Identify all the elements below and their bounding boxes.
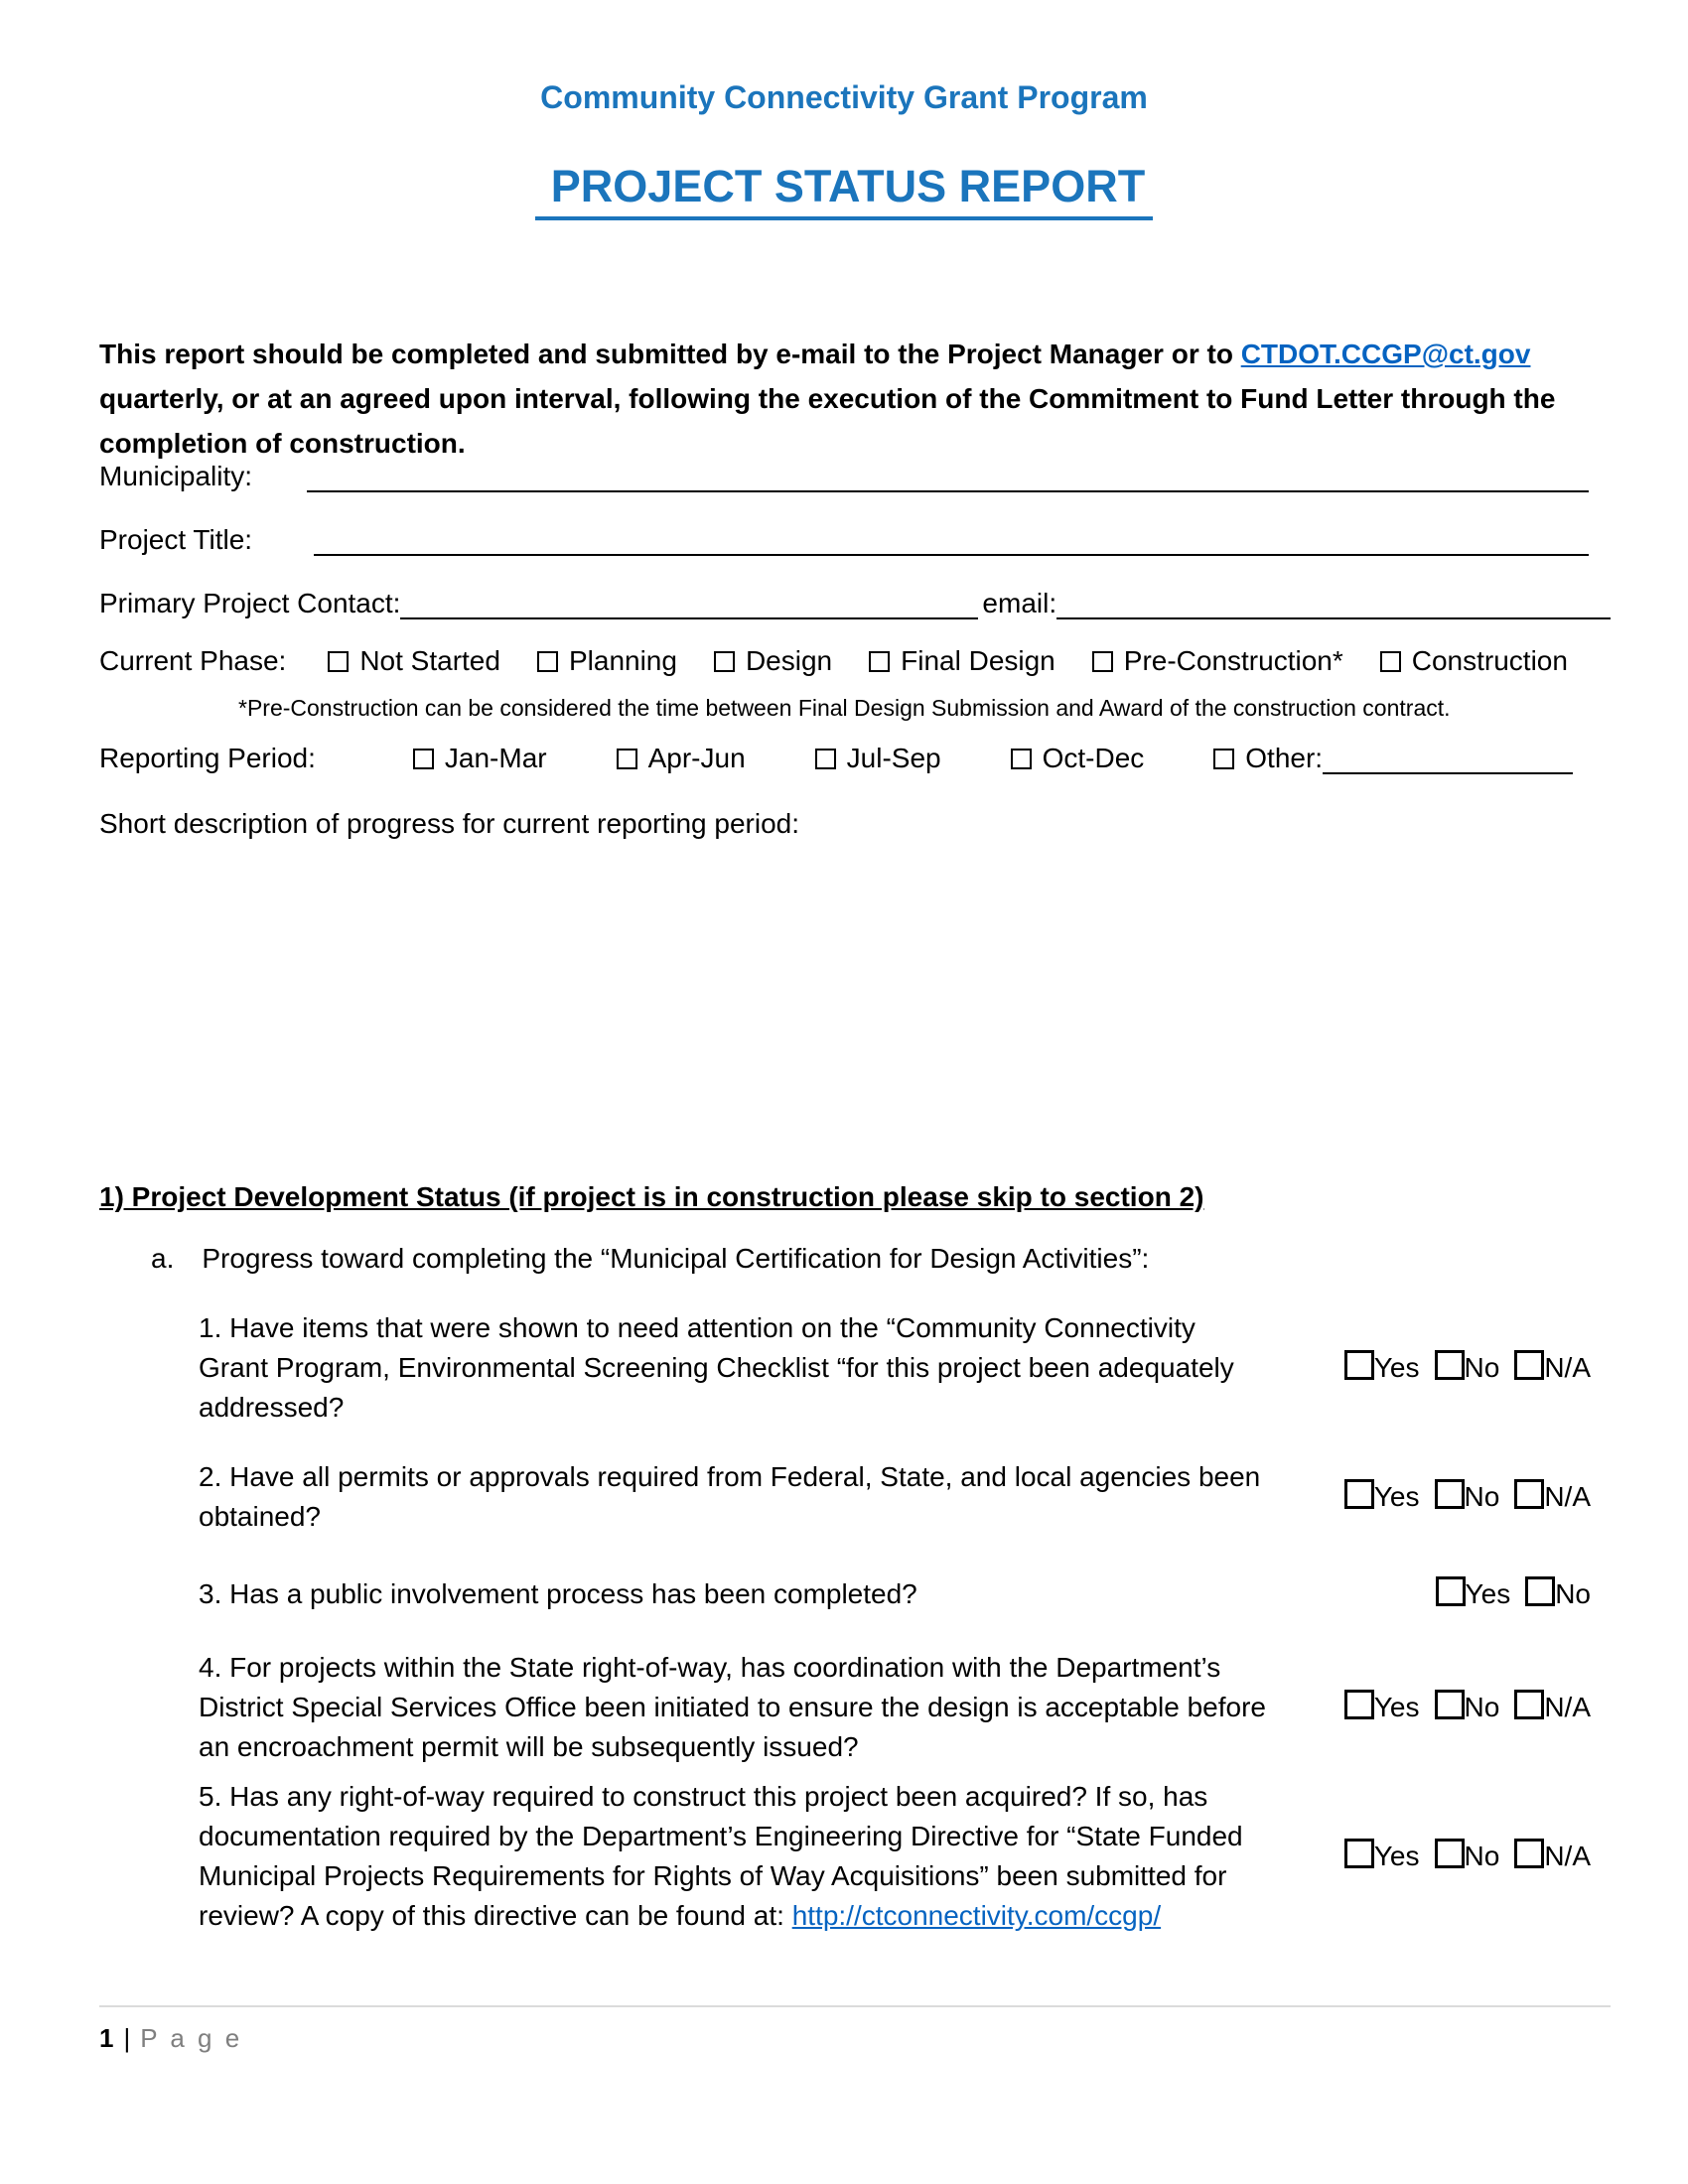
report-title: PROJECT STATUS REPORT: [535, 161, 1153, 220]
period-option-other: [1213, 743, 1573, 774]
question-2-options: [1344, 1481, 1591, 1513]
question-2: [199, 1457, 1591, 1537]
q5-option-no[interactable]: [1435, 1841, 1500, 1872]
jan-mar-checkbox[interactable]: [413, 749, 434, 769]
q3-yes-checkbox[interactable]: [1436, 1576, 1466, 1606]
pre-construction-label: Pre-Construction*: [1123, 645, 1343, 676]
question-4-options: [1344, 1692, 1591, 1723]
report-title-row: [0, 161, 1688, 220]
reporting-period-label: Reporting Period:: [99, 743, 316, 773]
question-5-options: [1344, 1841, 1591, 1872]
q5-option-yes[interactable]: [1344, 1841, 1420, 1872]
period-option-jan-mar[interactable]: [413, 743, 547, 774]
project-title-input-line[interactable]: [314, 520, 1589, 556]
q5-na-label: N/A: [1544, 1841, 1591, 1871]
intro-text-after: quarterly, or at an agreed upon interval, following the execution of the Commitment to Fund Letter through the completion of construction.: [99, 383, 1556, 459]
q5-no-checkbox[interactable]: [1435, 1839, 1465, 1868]
q1-no-checkbox[interactable]: [1435, 1350, 1465, 1380]
primary-contact-label: Primary Project Contact:: [99, 588, 401, 618]
phase-option-design[interactable]: [714, 645, 832, 677]
q2-na-label: N/A: [1544, 1481, 1591, 1512]
q3-yes-label: Yes: [1465, 1578, 1511, 1609]
q2-option-na[interactable]: [1514, 1481, 1591, 1513]
q2-na-checkbox[interactable]: [1514, 1479, 1544, 1509]
q4-option-no[interactable]: [1435, 1692, 1500, 1723]
planning-checkbox[interactable]: [537, 651, 558, 672]
q4-yes-label: Yes: [1373, 1692, 1420, 1722]
jul-sep-label: Jul-Sep: [846, 743, 941, 773]
q4-option-na[interactable]: [1514, 1692, 1591, 1723]
primary-contact-input-line[interactable]: [400, 584, 978, 619]
q4-na-label: N/A: [1544, 1692, 1591, 1722]
q4-no-label: No: [1464, 1692, 1500, 1722]
planning-label: Planning: [568, 645, 677, 676]
design-label: Design: [745, 645, 833, 676]
oct-dec-checkbox[interactable]: [1011, 749, 1032, 769]
q4-na-checkbox[interactable]: [1514, 1690, 1544, 1719]
question-1-options: [1344, 1352, 1591, 1384]
q2-option-yes[interactable]: [1344, 1481, 1420, 1513]
question-3-text: 3. Has a public involvement process has been completed?: [199, 1578, 917, 1609]
other-checkbox[interactable]: [1213, 749, 1234, 769]
final-design-checkbox[interactable]: [869, 651, 890, 672]
item-a-marker: a.: [151, 1243, 175, 1274]
question-5: [199, 1777, 1591, 1936]
q1-option-no[interactable]: [1435, 1352, 1500, 1384]
period-option-jul-sep[interactable]: [815, 743, 941, 774]
q1-no-label: No: [1464, 1352, 1500, 1383]
q2-option-no[interactable]: [1435, 1481, 1500, 1513]
phase-option-construction[interactable]: [1380, 645, 1568, 677]
project-title-label: Project Title:: [99, 524, 253, 555]
pre-construction-footnote: *Pre-Construction can be considered the time between Final Design Submission and Award of the construction contract.: [238, 695, 1451, 721]
question-2-text: 2. Have all permits or approvals required from Federal, State, and local agencies been obtained?: [199, 1461, 1261, 1532]
phase-option-not-started[interactable]: [328, 645, 500, 677]
phase-option-pre-construction[interactable]: [1092, 645, 1343, 677]
construction-label: Construction: [1411, 645, 1568, 676]
page-separator: |: [123, 2023, 131, 2053]
period-option-apr-jun[interactable]: [617, 743, 746, 774]
q1-na-label: N/A: [1544, 1352, 1591, 1383]
final-design-label: Final Design: [901, 645, 1055, 676]
question-4-text: 4. For projects within the State right-of-way, has coordination with the Department’s District Special Services Office been initiated to ensure the design is acceptable before an encroachment permit will be subsequently issued?: [199, 1652, 1266, 1762]
municipality-input-line[interactable]: [307, 457, 1589, 492]
ccgp-directive-link[interactable]: http://ctconnectivity.com/ccgp/: [791, 1900, 1162, 1931]
q5-option-na[interactable]: [1514, 1841, 1591, 1872]
intro-paragraph: [99, 332, 1594, 466]
q2-yes-label: Yes: [1373, 1481, 1420, 1512]
oct-dec-label: Oct-Dec: [1042, 743, 1145, 773]
jan-mar-label: Jan-Mar: [444, 743, 547, 773]
design-checkbox[interactable]: [714, 651, 735, 672]
q1-option-yes[interactable]: [1344, 1352, 1420, 1384]
q4-yes-checkbox[interactable]: [1344, 1690, 1374, 1719]
period-other-pair[interactable]: [1213, 743, 1323, 774]
page-word: P a g e: [140, 2023, 243, 2053]
q5-yes-label: Yes: [1373, 1841, 1420, 1871]
q2-no-label: No: [1464, 1481, 1500, 1512]
q3-option-yes[interactable]: [1436, 1578, 1511, 1610]
email-label: email:: [982, 588, 1057, 618]
other-input-line[interactable]: [1323, 743, 1573, 774]
period-option-oct-dec[interactable]: [1011, 743, 1145, 774]
intro-text-before: This report should be completed and submitted by e-mail to the Project Manager or to: [99, 339, 1241, 369]
q5-no-label: No: [1464, 1841, 1500, 1871]
current-phase-row: [99, 645, 1628, 677]
other-label: Other:: [1245, 743, 1324, 773]
question-3-options: [1436, 1578, 1591, 1610]
page-number: 1: [99, 2023, 114, 2053]
short-description-label: Short description of progress for current reporting period:: [99, 808, 800, 839]
q5-na-checkbox[interactable]: [1514, 1839, 1544, 1868]
item-a-text: Progress toward completing the “Municipal Certification for Design Activities”:: [202, 1243, 1150, 1274]
footer: [99, 2023, 242, 2054]
section1-heading: 1) Project Development Status (if project is in construction please skip to section 2): [99, 1181, 1204, 1212]
section1-item-a: [151, 1243, 1149, 1275]
q1-yes-checkbox[interactable]: [1344, 1350, 1374, 1380]
municipality-label: Municipality:: [99, 461, 253, 491]
q4-no-checkbox[interactable]: [1435, 1690, 1465, 1719]
question-3: [199, 1574, 1591, 1614]
question-1-text: 1. Have items that were shown to need attention on the “Community Connectivity Grant Program, Environmental Screening Checklist “for this project been adequately addressed?: [199, 1312, 1234, 1423]
current-phase-label: Current Phase:: [99, 645, 287, 676]
q2-yes-checkbox[interactable]: [1344, 1479, 1374, 1509]
project-title-row: [99, 520, 1589, 556]
pre-construction-checkbox[interactable]: [1092, 651, 1113, 672]
q2-no-checkbox[interactable]: [1435, 1479, 1465, 1509]
email-input-line[interactable]: [1056, 584, 1611, 619]
jul-sep-checkbox[interactable]: [815, 749, 836, 769]
municipality-row: [99, 457, 1589, 492]
phase-option-planning[interactable]: [537, 645, 677, 677]
not-started-label: Not Started: [359, 645, 500, 676]
question-4: [199, 1648, 1591, 1767]
q1-option-na[interactable]: [1514, 1352, 1591, 1384]
reporting-period-row: [99, 743, 1628, 774]
primary-contact-row: [99, 584, 1611, 619]
q4-option-yes[interactable]: [1344, 1692, 1420, 1723]
q3-no-checkbox[interactable]: [1525, 1576, 1555, 1606]
q5-text-before-link: 5. Has any right-of-way required to construct this project been acquired? If so, has documentation required by the Department’s Engineering Directive for “State Funded Municipal Projects Requirements for Rights of Way Acquisitions” been submitted for review? A copy of this directive can be found at:: [199, 1781, 1243, 1931]
program-title: Community Connectivity Grant Program: [540, 79, 1148, 115]
footer-divider: [99, 2005, 1611, 2007]
q1-yes-label: Yes: [1373, 1352, 1420, 1383]
question-5-text: [199, 1777, 1271, 1936]
q3-option-no[interactable]: [1525, 1578, 1591, 1610]
not-started-checkbox[interactable]: [328, 651, 349, 672]
apr-jun-label: Apr-Jun: [647, 743, 746, 773]
question-1: [199, 1308, 1591, 1428]
phase-option-final-design[interactable]: [869, 645, 1055, 677]
construction-checkbox[interactable]: [1380, 651, 1401, 672]
q5-yes-checkbox[interactable]: [1344, 1839, 1374, 1868]
q1-na-checkbox[interactable]: [1514, 1350, 1544, 1380]
ccgp-email-link[interactable]: CTDOT.CCGP@ct.gov: [1240, 339, 1531, 369]
q3-no-label: No: [1555, 1578, 1591, 1609]
apr-jun-checkbox[interactable]: [617, 749, 637, 769]
